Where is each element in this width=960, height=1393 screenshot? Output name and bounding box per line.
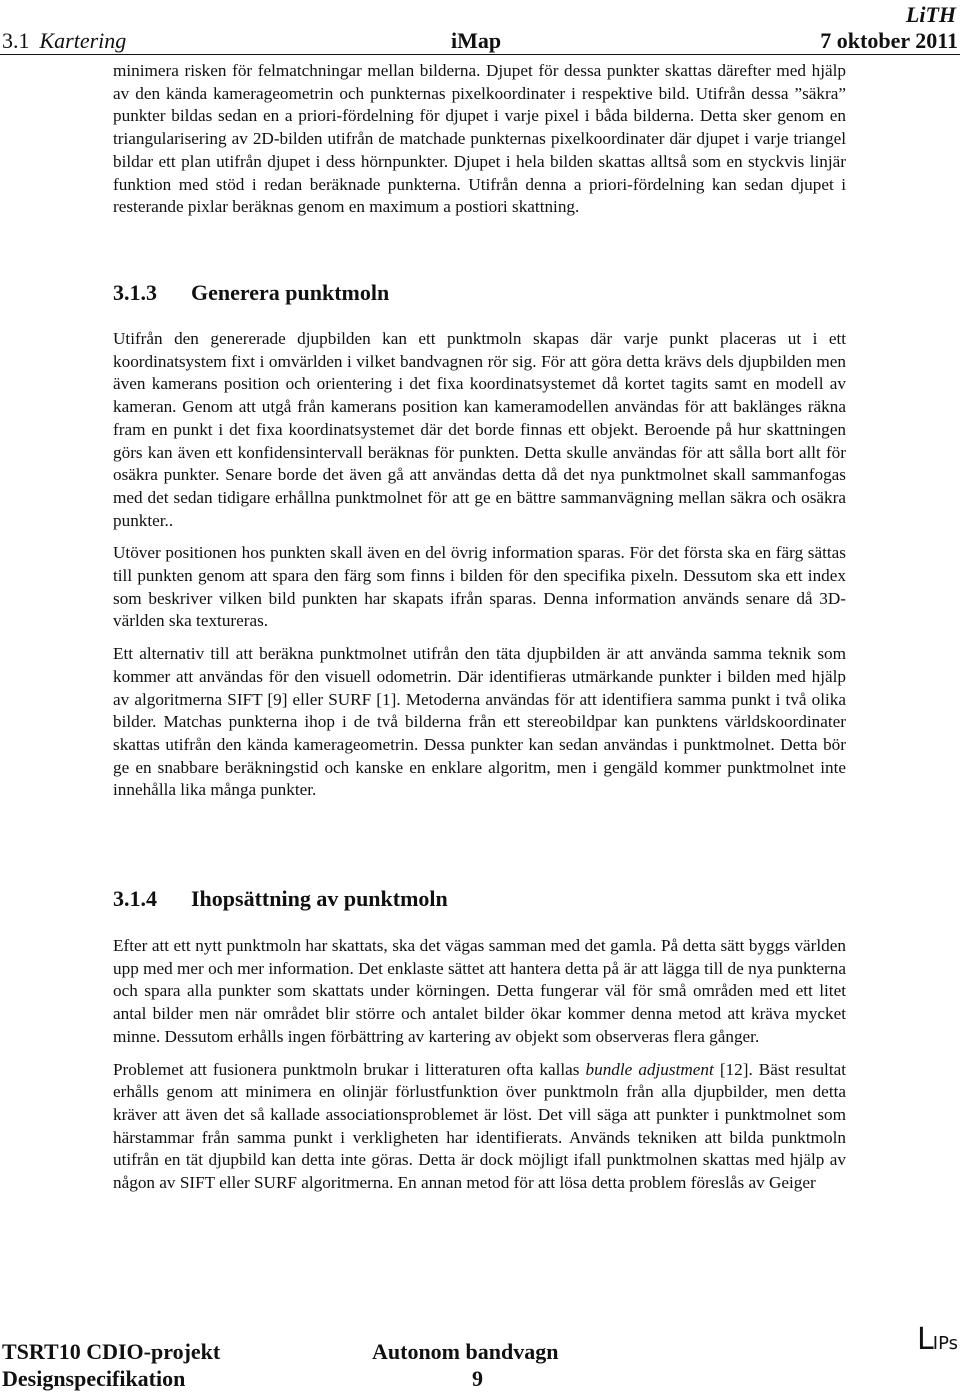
footer-course: TSRT10 CDIO-projekt (2, 1339, 221, 1364)
lith-logo-text: LiTH (905, 2, 956, 27)
section-313-body (113, 328, 846, 812)
header-rule (0, 54, 960, 55)
section-heading-314: 3.1.4 Ihopsättning av punktmoln (113, 886, 448, 911)
page-header (0, 28, 960, 52)
paragraph: Utifrån den genererade djupbilden kan ett punktmoln skapas där varje punkt placeras ut i ett koordinatsystem fixt i omvärlden i vilket bandvagnen rör sig. För att göra detta krävs dels djupbilden men även kamerans position och orientering i det fixa koordinatsystemet då kortet tagits samt en modell av kameran. Genom att utgå från kamerans position kan kameramodellen användas för att baklänges räkna fram en punkt i det fixa koordinatsystemet där det borde finnas ett objekt. Beroende på hur skattningen görs kan även ett konfidensintervall beräknas för punkten. Detta skulle användas för att sålla bort allt för osäkra punkter. Senare borde det även gå att användas detta då det nya punktmolnet skall sammanfogas med det sedan tidigare erhållna punktmolnet för att ge en bättre sammanvägning mellan säkra och osäkra punkter.. (113, 329, 846, 530)
section-heading-313: 3.1.3 Generera punktmoln (113, 280, 390, 305)
header-date: 7 oktober 2011 (820, 28, 958, 53)
paragraph: Problemet att fusionera punktmoln brukar i litteraturen ofta kallas bundle adjustment [12]. Bäst resultat erhålls genom att minimera en olinjär förlustfunktion över punktmoln från alla djupbilder, men detta kräver att även det så kallade associationsproblemet är löst. Det vill säga att punkter i punktmolnet som härstammar från samma punkt i verkligheten har identifierats. Används tekniken att bilda punktmoln utifrån en tät djupbild kan detta inte göras. Detta är dock möjligt ifall punktmolnen skattas med hjälp av någon av SIFT eller SURF algoritmerna. En annan metod för att lösa detta problem föreslås av Geiger (113, 1059, 846, 1193)
intro-text (113, 60, 846, 219)
footer-project: Autonom bandvagn (372, 1339, 559, 1364)
header-center: iMap (451, 28, 502, 53)
footer-doc: Designspecifikation (2, 1366, 186, 1391)
lips-logo: LIPs (917, 1322, 958, 1357)
paragraph: Ett alternativ till att beräkna punktmolnet utifrån den täta djupbilden är att använda samma teknik som kommer att användas för den visuell odometrin. Där identifieras utmärkande punkter i bilden med hjälp av algoritmerna SIFT [9] eller SURF [1]. Metoderna användas för att identifiera samma punkt i två olika bilder. Matchas punkterna ihop i de två bilderna från ett stereobildpar kan punktens världskoordinater skattas utifrån den kända kamerageometrin. Dessa punkter kan sedan användas i punktmolnet. Detta bör ge en snabbare beräkningstid och kanske en enklare algoritm, men i gengäld kommer punktmolnet inte innehålla lika många punkter. (113, 644, 846, 800)
paragraph: minimera risken för felmatchningar mellan bilderna. Djupet för dessa punkter skattas därefter med hjälp av den kända kamerageometrin och punkternas pixelkoordinater i respektive bild. Utifrån dessa ”säkra” punkter bildas sedan en a priori-fördelning för djupet i varje pixel i båda bilderna. Detta sker genom en triangularisering av 2D-bilden utifrån de matchade punkternas pixelkoordinater där djupet i varje triangel bildar ett plan utifrån djupet i dess hörnpunkter. Djupet i hela bilden skattas alltså som en styckvis linjär funktion med stöd i redan beräknade punkterna. Utifrån denna a priori-fördelning kan sedan djupet i resterande pixlar beräknas genom en maximum a postiori skattning. (113, 61, 846, 217)
paragraph: Efter att ett nytt punktmoln har skattats, ska det vägas samman med det gamla. På detta sätt byggs världen upp med mer och mer information. Det enklaste sättet att hantera detta på är att lägga till de nya punkterna och spara alla punkter som skattats under körningen. Detta fungerar väl för små områden med ett litet antal bilder men när området blir större och antalet bilder ökar kommer denna metod att kräva mycket minne. Dessutom erhålls ingen förbättring av kartering av objekt som observeras flera gånger. (113, 936, 846, 1046)
section-314-body (113, 935, 846, 1205)
header-section: 3.1 Kartering (2, 28, 127, 53)
footer-page-number: 9 (472, 1366, 483, 1391)
paragraph: Utöver positionen hos punkten skall även en del övrig information sparas. För det första ska en färg sättas till punkten genom att spara den färg som finns i bilden för den specifika pixeln. Dessutom ska ett index som beskriver vilken bild punkten har skapats ifrån sparas. Denna information används senare då 3D-världen ska textureras. (113, 543, 846, 631)
